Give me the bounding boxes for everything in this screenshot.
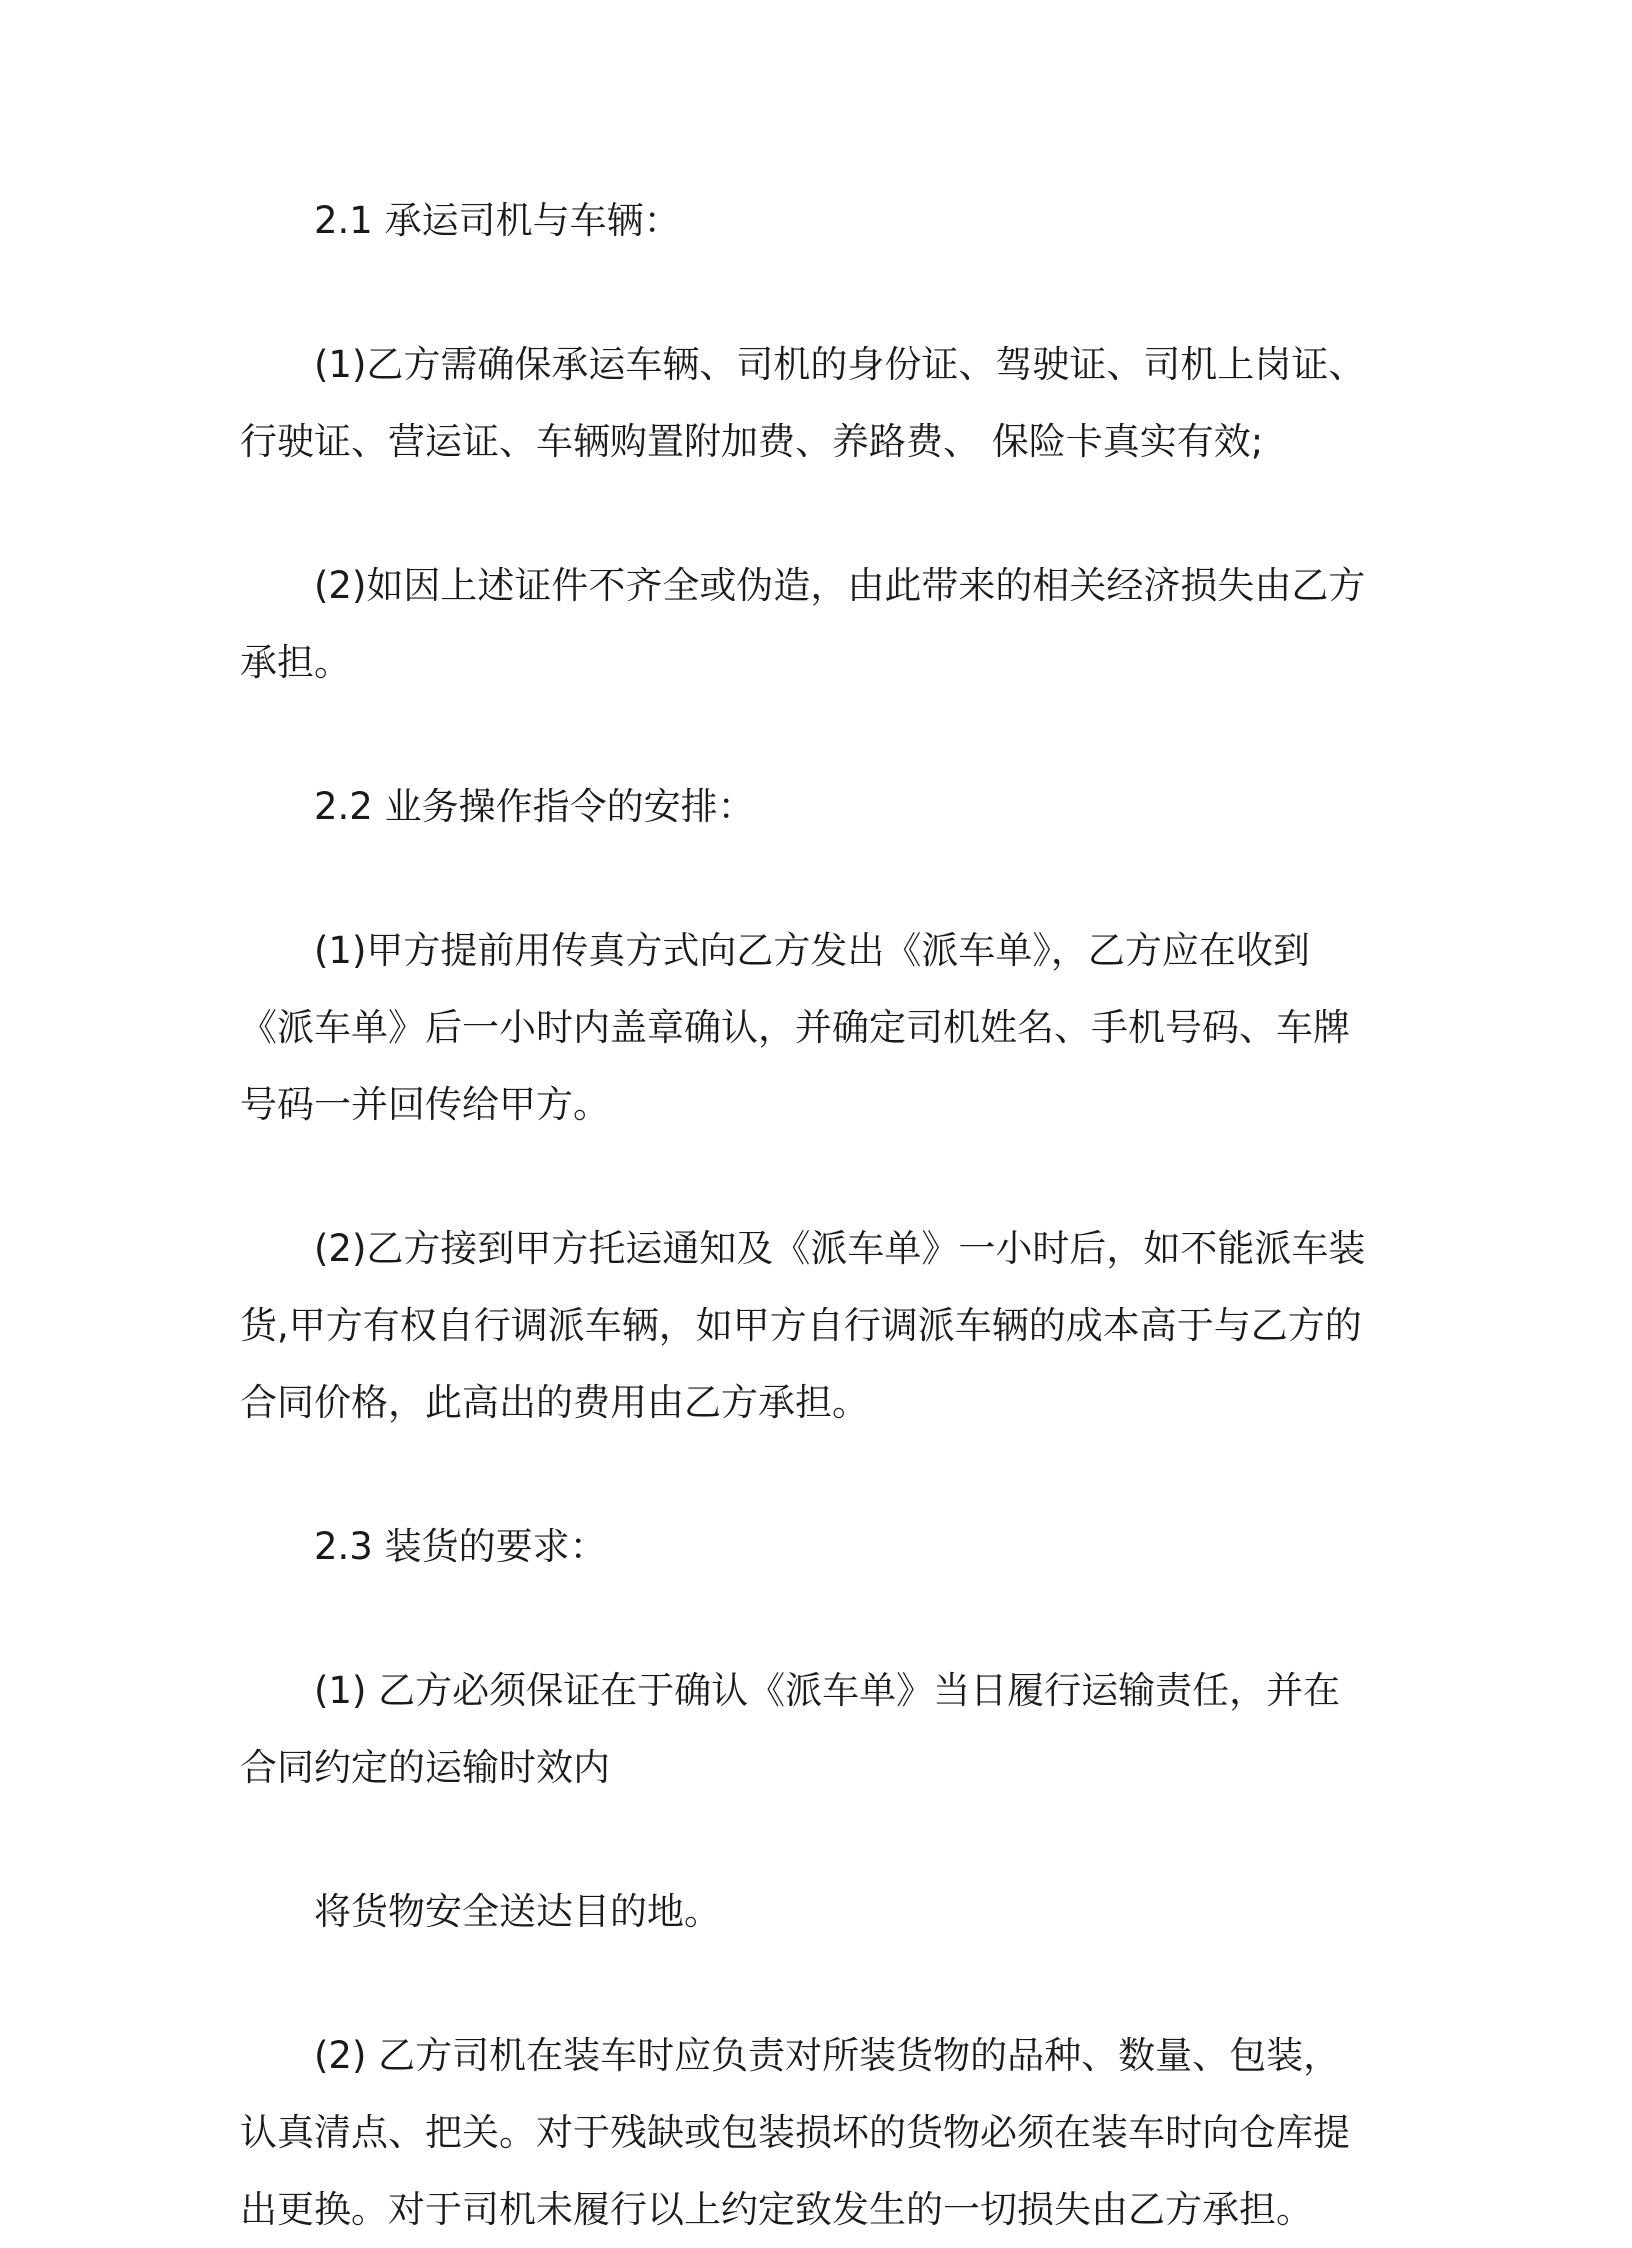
paragraph-2-3-1-continued: 将货物安全送达目的地。 (314, 1890, 721, 1933)
paragraph-2-1-1: (1)乙方需确保承运车辆、司机的身份证、驾驶证、司机上岗证、行驶证、营运证、车辆购置附加费、养路费、 保险卡真实有效; (240, 343, 1366, 463)
paragraph-2-3-1: (1) 乙方必须保证在于确认《派车单》当日履行运输责任，并在合同约定的运输时效内 (240, 1669, 1341, 1789)
section-heading-2-3: 2.3 装货的要求： (314, 1525, 607, 1568)
document-body (240, 182, 1376, 2248)
section-heading-2-2: 2.2 业务操作指令的安排： (314, 785, 755, 828)
paragraph-2-3-2: (2) 乙方司机在装车时应负责对所装货物的品种、数量、包装，认真清点、把关。对于残缺或包装损坏的货物必须在装车时向仓库提出更换。对于司机未履行以上约定致发生的一切损失由乙方承担。 (240, 2034, 1350, 2231)
paragraph-2-2-1: (1)甲方提前用传真方式向乙方发出《派车单》，乙方应在收到《派车单》后一小时内盖章确认，并确定司机姓名、手机号码、车牌号码一并回传给甲方。 (240, 929, 1350, 1126)
paragraph-2-1-2: (2)如因上述证件不齐全或伪造，由此带来的相关经济损失由乙方承担。 (240, 564, 1366, 684)
paragraph-2-2-2: (2)乙方接到甲方托运通知及《派车单》一小时后，如不能派车装货,甲方有权自行调派车辆，如甲方自行调派车辆的成本高于与乙方的合同价格，此高出的费用由乙方承担。 (240, 1227, 1366, 1424)
section-heading-2-1: 2.1 承运司机与车辆： (314, 199, 681, 242)
